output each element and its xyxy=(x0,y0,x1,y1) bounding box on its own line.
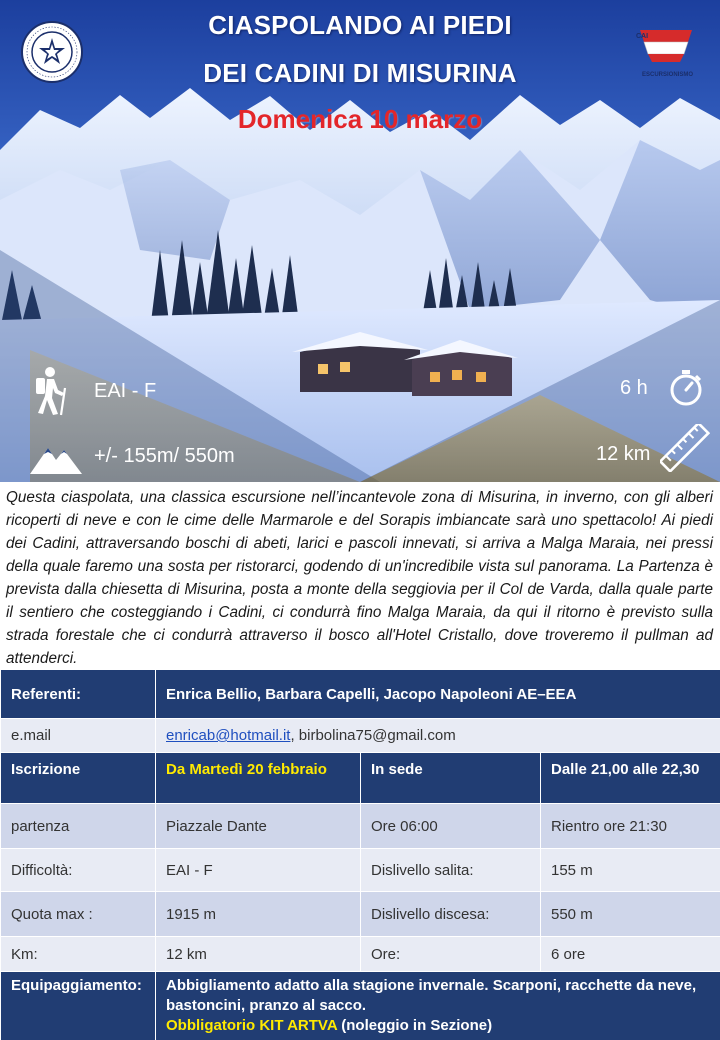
difficolta-value: EAI - F xyxy=(156,849,361,892)
table-row-km xyxy=(1,937,720,972)
table-row-referenti xyxy=(1,670,720,719)
title-line-1: CIASPOLANDO AI PIEDI xyxy=(208,10,512,40)
iscrizione-hours: Dalle 21,00 alle 22,30 xyxy=(541,753,720,804)
equip-label: Equipaggiamento: xyxy=(1,972,156,1040)
km-label: Km: xyxy=(1,937,156,972)
hiker-icon xyxy=(28,366,70,416)
event-date: Domenica 10 marzo xyxy=(237,104,483,134)
partenza-time: Ore 06:00 xyxy=(361,804,541,849)
equip-text: Abbigliamento adatto alla stagione invernale. Scarponi, racchette da neve, bastoncini, pranzo al sacco. xyxy=(166,977,697,1014)
mountain-icon xyxy=(30,440,82,476)
stat-difficulty: EAI - F xyxy=(94,380,157,402)
cai-escursionismo-logo xyxy=(630,22,702,82)
stopwatch-icon xyxy=(668,368,704,408)
table-row-difficolta xyxy=(1,849,720,892)
dislivello-salita-label: Dislivello salita: xyxy=(361,849,541,892)
difficolta-label: Difficoltà: xyxy=(1,849,156,892)
table-row-iscrizione xyxy=(1,753,720,804)
equip-mandatory-note: (noleggio in Sezione) xyxy=(337,1017,493,1034)
table-row-quota xyxy=(1,892,720,937)
rientro-time: Rientro ore 21:30 xyxy=(541,804,720,849)
email-label: e.mail xyxy=(1,719,156,753)
referenti-label: Referenti: xyxy=(1,670,156,719)
logo-text-cai: CAI xyxy=(636,33,649,40)
logo-text-escursionismo: ESCURSIONISMO xyxy=(642,72,694,78)
quota-value: 1915 m xyxy=(156,892,361,937)
km-value: 12 km xyxy=(156,937,361,972)
partenza-place: Piazzale Dante xyxy=(156,804,361,849)
table-row-partenza xyxy=(1,804,720,849)
email-link-enrica[interactable]: enricab@hotmail.it xyxy=(166,727,291,744)
quota-label: Quota max : xyxy=(1,892,156,937)
table-row-equipaggiamento xyxy=(1,972,720,1040)
dislivello-discesa-value: 550 m xyxy=(541,892,720,937)
ore-value: 6 ore xyxy=(541,937,720,972)
stat-elevation: +/- 155m/ 550m xyxy=(94,445,235,467)
iscrizione-label: Iscrizione xyxy=(1,753,156,804)
ruler-icon xyxy=(660,424,710,472)
email-birbolina: birbolina75@gmail.com xyxy=(298,727,456,744)
stat-time: 6 h xyxy=(620,377,648,399)
stat-distance: 12 km xyxy=(596,443,651,465)
partenza-label: partenza xyxy=(1,804,156,849)
info-table xyxy=(0,669,720,1040)
email-separator: , xyxy=(290,727,299,744)
referenti-value: Enrica Bellio, Barbara Capelli, Jacopo Napoleoni AE–EEA xyxy=(156,670,720,719)
ore-label: Ore: xyxy=(361,937,541,972)
email-value xyxy=(156,719,720,753)
dislivello-discesa-label: Dislivello discesa: xyxy=(361,892,541,937)
table-row-email xyxy=(1,719,720,753)
hero-banner xyxy=(0,0,720,482)
iscrizione-place: In sede xyxy=(361,753,541,804)
equip-mandatory: Obbligatorio KIT ARTVA xyxy=(166,1017,338,1034)
equip-value xyxy=(156,972,720,1040)
title-line-2: DEI CADINI DI MISURINA xyxy=(203,58,517,88)
description-paragraph: Questa ciaspolata, una classica escursione nell’incantevole zona di Misurina, in inverno, con gli alberi ricoperti di neve e con le cime delle Marmarole e del Sorapis imbiancate sarà uno spettacolo! Ai piedi dei Cadini, attraversando boschi di abeti, larici e pascoli innevati, si arriva a Malga Maraia, nei pressi della quale faremo una sosta per ristorarci, godendo di un'incredibile vista sul panorama. La Partenza è prevista dalla chiesetta di Misurina, posta a monte della seggiovia per il Col de Varda, dalla quale parte il sentiero che costeggiando i Cadini, ci condurrà fino Malga Maraia, da qui il ritorno è previsto sulla strada forestale che ci condurrà attraverso il bosco all'Hotel Cristallo, dove troveremo il pullman ad attenderci. xyxy=(6,489,713,667)
iscrizione-date: Da Martedì 20 febbraio xyxy=(156,753,361,804)
cai-seal-logo xyxy=(20,20,84,84)
dislivello-salita-value: 155 m xyxy=(541,849,720,892)
